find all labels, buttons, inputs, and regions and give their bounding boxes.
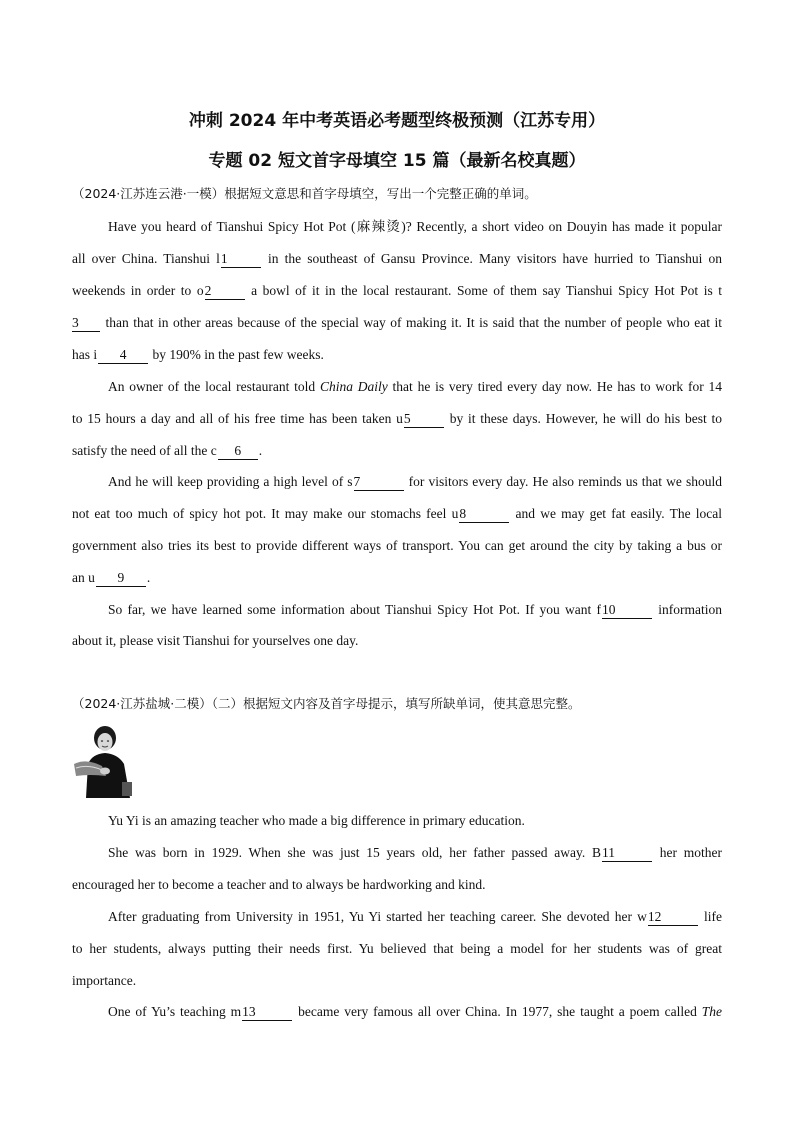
passage1-line: weekends in order to o2 a bowl of it in the local restaurant. Some of them say Tianshui Spicy Hot Pot is t <box>72 283 722 298</box>
blank-6[interactable]: 6 <box>218 443 258 460</box>
passage1-line: to 15 hours a day and all of his free time has been taken u5 by it these days. However, he will do his best to <box>72 411 722 426</box>
blank-10[interactable]: 10 <box>602 602 652 619</box>
passage2-line: One of Yu’s teaching m13 became very famous all over China. In 1977, she taught a poem called The <box>108 1004 722 1019</box>
passage1-line: has i 4 by 190% in the past few weeks. <box>72 347 324 362</box>
passage2-line: She was born in 1929. When she was just 15 years old, her father passed away. B11 her mother <box>108 845 723 860</box>
blank-7[interactable]: 7 <box>354 474 404 491</box>
passage1-line: not eat too much of spicy hot pot. It may make our stomachs feel u8 and we may get fat easily. The local <box>72 506 722 521</box>
passage2-line: Yu Yi is an amazing teacher who made a big difference in primary education. <box>108 813 525 828</box>
passage1-line: 3 than that in other areas because of the special way of making it. It is said that the number of people who eat it <box>72 315 722 330</box>
document-subtitle: 专题 02 短文首字母填空 15 篇（最新名校真题） <box>208 151 586 171</box>
passage1-line: an u 9 . <box>72 570 151 585</box>
blank-2[interactable]: 2 <box>205 283 245 300</box>
passage1-line: And he will keep providing a high level of s7 for visitors every day. He also reminds us that we should <box>108 474 722 489</box>
blank-13[interactable]: 13 <box>242 1004 292 1021</box>
blank-4[interactable]: 4 <box>98 347 148 364</box>
blank-9[interactable]: 9 <box>96 570 146 587</box>
passage1-line: government also tries its best to provide different ways of transport. You can get around the city by taking a bus or <box>72 538 722 553</box>
document-title: 冲刺 2024 年中考英语必考题型终极预测（江苏专用） <box>188 111 606 131</box>
passage1-line: satisfy the need of all the c 6 . <box>72 443 263 458</box>
passage1-instruction: （2024·江苏连云港·一模）根据短文意思和首字母填空，写出一个完整正确的单词。 <box>72 186 537 201</box>
passage2-line: encouraged her to become a teacher and to always be hardworking and kind. <box>72 877 486 892</box>
blank-3[interactable]: 3 <box>72 315 100 332</box>
passage2-line: to her students, always putting their needs first. Yu believed that being a model for her students was of great <box>72 941 722 956</box>
blank-5[interactable]: 5 <box>404 411 444 428</box>
passage1-line: about it, please visit Tianshui for yourselves one day. <box>72 633 359 648</box>
blank-8[interactable]: 8 <box>459 506 509 523</box>
passage1-line: So far, we have learned some information about Tianshui Spicy Hot Pot. If you want f10 information <box>108 602 722 617</box>
blank-12[interactable]: 12 <box>648 909 698 926</box>
passage2-instruction: （2024·江苏盐城·二模）（二）根据短文内容及首字母提示，填写所缺单词，使其意思完整。 <box>72 696 581 711</box>
blank-11[interactable]: 11 <box>602 845 652 862</box>
passage2-line: importance. <box>72 973 137 988</box>
passage1-line: An owner of the local restaurant told China Daily that he is very tired every day now. He has to work for 14 <box>108 379 722 394</box>
teacher-photo <box>72 724 134 798</box>
passage1-line: all over China. Tianshui l1 in the southeast of Gansu Province. Many visitors have hurried to Tianshui on <box>72 251 722 266</box>
passage2-line: After graduating from University in 1951, Yu Yi started her teaching career. She devoted her w12 life <box>108 909 722 924</box>
blank-1[interactable]: 1 <box>221 251 261 268</box>
passage1-line: Have you heard of Tianshui Spicy Hot Pot (麻辣烫)? Recently, a short video on Douyin has made it popular <box>108 219 722 234</box>
